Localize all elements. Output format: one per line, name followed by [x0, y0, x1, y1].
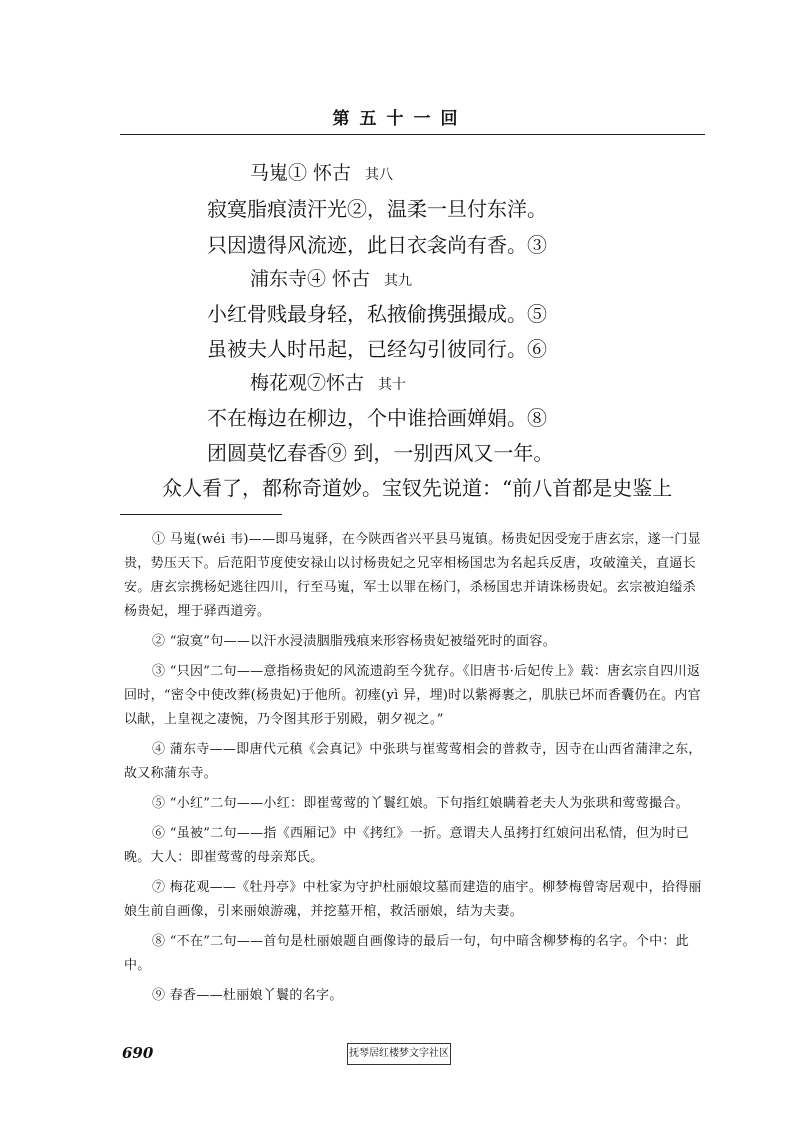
footnote-item: ⑤ “小红”二句——小红：即崔莺莺的丫鬟红娘。下句指红娘瞒着老夫人为张珙和莺莺撮合。: [152, 796, 690, 811]
site-stamp: 抚琴居红楼梦文字社区: [347, 1043, 451, 1065]
poem-verse: [207, 232, 547, 258]
line-text: 只因遗得风流迹，此日衣衾尚有香。③: [207, 233, 547, 257]
line-text: 梅花观⑦怀古: [250, 372, 365, 394]
footnote-item: ⑦ 梅花观——《牡丹亭》中杜家为守护杜丽娘坟墓而建造的庙宇。柳梦梅曾寄居观中，拾得丽娘生前自画像，引来丽娘游魂，并挖墓开棺，救活丽娘，结为夫妻。: [124, 880, 702, 919]
footnotes: [124, 528, 702, 1014]
line-text: 寂寞脂痕渍汗光②，温柔一旦付东洋。: [207, 197, 547, 221]
line-text: 虽被夫人时吊起，已经勾引彼同行。⑥: [207, 337, 547, 361]
poem-verse: [207, 440, 553, 466]
footnote-rule: [120, 514, 282, 515]
poem-verse: [207, 196, 547, 222]
footnote-item: ⑨ 春香——杜丽娘丫鬟的名字。: [152, 988, 343, 1003]
poem-subtitle: 其八: [365, 167, 394, 183]
line-text: 浦东寺④ 怀古: [250, 268, 371, 290]
footnote-item: ① 马嵬(wéi 韦)——即马嵬驿，在今陕西省兴平县马嵬镇。杨贵妃因受宠于唐玄宗，遂一门显贵，势压天下。后范阳节度使安禄山以讨杨贵妃之兄宰相杨国忠为名起兵反唐，攻破潼关，直逼长安。唐玄宗携杨妃逃往四川，行至马嵬，军士以罪在杨门，杀杨国忠并请诛杨贵妃。玄宗被迫缢杀杨贵妃，埋于驿西道旁。: [124, 532, 701, 619]
poem-subtitle: 其九: [384, 273, 413, 289]
line-text: 团圆莫忆春香⑨ 到，一别西风又一年。: [207, 441, 554, 465]
line-text: 小红骨贱最身轻，私掖偷携强撮成。⑤: [207, 302, 547, 326]
poem-verse: [207, 405, 547, 431]
header-rule: [120, 134, 705, 135]
chapter-title: 第五十一回: [332, 109, 468, 129]
poem-title: [250, 160, 393, 188]
footnote-item: ⑥ “虽被”二句——指《西厢记》中《拷红》一折。意谓夫人虽拷打红娘问出私情，但为时已晚。大人：即崔莺莺的母亲郑氏。: [124, 826, 690, 865]
footnote-item: ② “寂寞”句——以汗水浸渍胭脂残痕来形容杨贵妃被缢死时的面容。: [152, 634, 557, 649]
prose-line: [162, 475, 672, 501]
poem-verse: [207, 301, 547, 327]
page-number: 690: [122, 1044, 154, 1062]
line-text: 众人看了，都称奇道妙。宝钗先说道：“前八首都是史鉴上: [162, 476, 673, 500]
poem-title: [250, 266, 412, 294]
poem-subtitle: 其十: [378, 377, 407, 393]
footnote-item: ⑧ “不在”二句——首句是杜丽娘题自画像诗的最后一句，句中暗含柳梦梅的名字。个中：此中。: [124, 934, 690, 973]
line-text: 不在梅边在柳边，个中谁拾画婵娟。⑧: [207, 406, 547, 430]
poem-title: [250, 370, 406, 398]
poem-verse: [207, 336, 547, 362]
footnote-item: ④ 蒲东寺——即唐代元稹《会真记》中张珙与崔莺莺相会的普救寺，因寺在山西省蒲津之东，故又称蒲东寺。: [124, 742, 702, 781]
line-text: 马嵬① 怀古: [250, 162, 352, 184]
footnote-item: ③ “只因”二句——意指杨贵妃的风流遗韵至今犹存。《旧唐书·后妃传上》载：唐玄宗自四川返回时，“密令中使改葬(杨贵妃)于他所。初瘗(yì 异，埋)时以紫褥裹之，肌肤已坏而香囊仍在。内官以献，上皇视之凄惋，乃令图其形于别殿，朝夕视之。”: [124, 664, 701, 727]
